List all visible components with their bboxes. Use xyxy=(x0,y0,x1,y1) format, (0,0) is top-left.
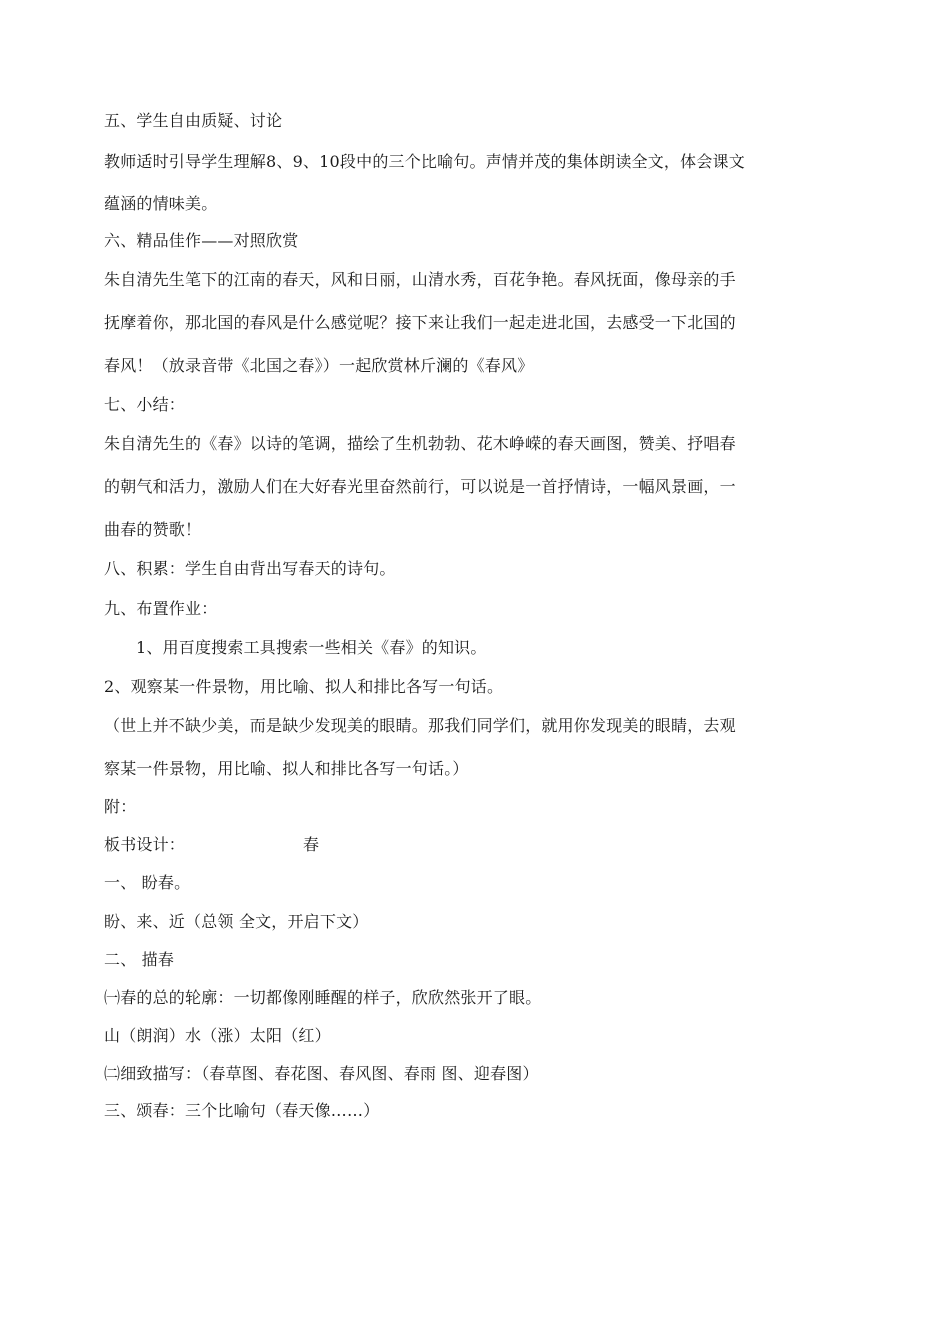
board-part-3: 三、颂春：三个比喻句（春天像……） xyxy=(104,1101,380,1120)
section-6-heading: 六、精品佳作——对照欣赏 xyxy=(104,231,299,250)
section-6-line-2: 抚摩着你，那北国的春风是什么感觉呢？接下来让我们一起走进北国，去感受一下北国的 xyxy=(104,313,736,332)
board-part-2: 二、 描春 xyxy=(104,950,175,969)
homework-item-2: 2、观察某一件景物，用比喻、拟人和排比各写一句话。 xyxy=(104,677,504,696)
board-part-2-item-1-detail: 山（朗润）水（涨）太阳（红） xyxy=(104,1026,331,1045)
section-7-line-3: 曲春的赞歌！ xyxy=(104,520,202,539)
appendix-label: 附： xyxy=(104,797,137,816)
section-9-heading: 九、布置作业： xyxy=(104,599,218,618)
board-part-2-item-1: ㈠春的总的轮廓：一切都像刚睡醒的样子，欣欣然张开了眼。 xyxy=(104,988,542,1007)
homework-note-line-1: （世上并不缺少美，而是缺少发现美的眼睛。那我们同学们，就用你发现美的眼睛，去观 xyxy=(104,716,736,735)
section-5-line-1: 教师适时引导学生理解8、9、10段中的三个比喻句。声情并茂的集体朗读全文，体会课文 xyxy=(104,152,745,171)
board-design-line xyxy=(104,835,319,855)
homework-note-line-2: 察某一件景物，用比喻、拟人和排比各写一句话。） xyxy=(104,759,469,778)
section-7-line-1: 朱自清先生的《春》以诗的笔调，描绘了生机勃勃、花木峥嵘的春天画图，赞美、抒唱春 xyxy=(104,434,736,453)
section-5-line-2: 蕴涵的情味美。 xyxy=(104,194,218,213)
board-part-2-item-2: ㈡细致描写：（春草图、春花图、春风图、春雨 图、迎春图） xyxy=(104,1064,539,1083)
section-6-line-1: 朱自清先生笔下的江南的春天，风和日丽，山清水秀，百花争艳。春风抚面，像母亲的手 xyxy=(104,270,736,289)
homework-item-1: 1、用百度搜索工具搜索一些相关《春》的知识。 xyxy=(136,638,487,657)
board-part-1: 一、 盼春。 xyxy=(104,873,191,892)
board-design-label: 板书设计： xyxy=(104,835,186,854)
section-7-line-2: 的朝气和活力，激励人们在大好春光里奋然前行，可以说是一首抒情诗，一幅风景画，一 xyxy=(104,477,736,496)
section-8-heading: 八、积累：学生自由背出写春天的诗句。 xyxy=(104,559,396,578)
section-5-heading: 五、学生自由质疑、讨论 xyxy=(104,111,283,130)
board-design-title: 春 xyxy=(303,835,320,854)
section-7-heading: 七、小结： xyxy=(104,395,186,414)
section-6-line-3: 春风！（放录音带《北国之春》）一起欣赏林斤澜的《春风》 xyxy=(104,356,534,375)
board-part-1-detail: 盼、来、近（总领 全文，开启下文） xyxy=(104,912,369,931)
